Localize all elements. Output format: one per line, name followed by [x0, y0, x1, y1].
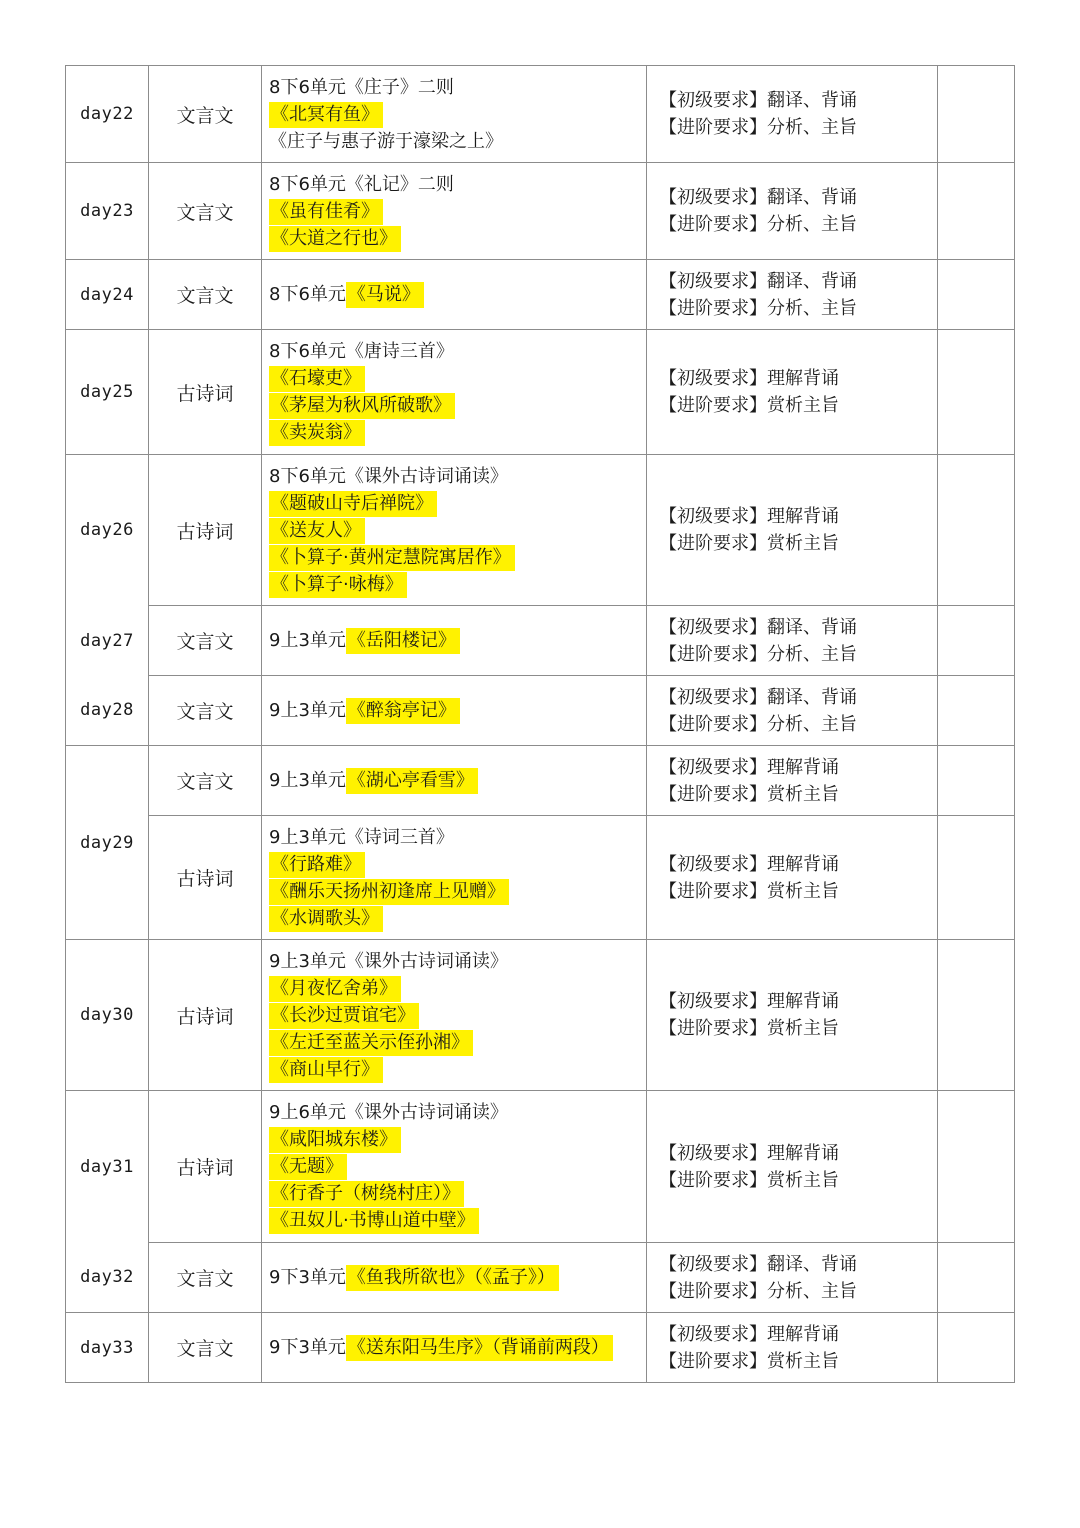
- highlighted-title: 《湖心亭看雪》: [346, 768, 478, 794]
- blank-cell: [938, 163, 1015, 260]
- requirement-cell: [647, 676, 938, 746]
- highlighted-title: 《长沙过贾谊宅》: [269, 1003, 419, 1029]
- requirement-cell: [647, 260, 938, 330]
- unit-text: 9下3单元: [269, 1267, 346, 1288]
- highlighted-title: 《石壕吏》: [269, 366, 365, 392]
- unit-text: 9上3单元: [269, 630, 346, 651]
- highlighted-title: 《行香子（树绕村庄）》: [269, 1181, 464, 1207]
- day-cell: day30: [66, 940, 149, 1091]
- day-cell: day27: [66, 606, 149, 676]
- unit-text: 8下6单元《唐诗三首》: [269, 341, 454, 362]
- highlighted-title: 《题破山寺后禅院》: [269, 491, 437, 517]
- content-cell: [262, 66, 647, 163]
- table-row: [66, 455, 1015, 606]
- advanced-requirement: 【进阶要求】赏析主旨: [659, 783, 839, 805]
- unit-text: 8下6单元《礼记》二则: [269, 173, 454, 195]
- unit-text: 8下6单元: [269, 284, 346, 305]
- basic-requirement: 【初级要求】理解背诵: [659, 991, 839, 1012]
- basic-requirement: 【初级要求】理解背诵: [659, 368, 839, 389]
- unit-text: 9下3单元: [269, 1337, 346, 1358]
- day-cell: day24: [66, 260, 149, 330]
- day-cell: day32: [66, 1243, 149, 1313]
- title-text: 《庄子与惠子游于濠梁之上》: [269, 130, 503, 152]
- highlighted-title: 《卜算子·黄州定慧院寓居作》: [269, 545, 515, 571]
- day-cell: day22: [66, 66, 149, 163]
- blank-cell: [938, 66, 1015, 163]
- highlighted-title: 《卖炭翁》: [269, 420, 365, 446]
- highlighted-title: 《水调歌头》: [269, 906, 383, 932]
- table-row: [66, 260, 1015, 330]
- requirement-cell: [647, 455, 938, 606]
- table-row: [66, 746, 1015, 816]
- unit-text: 9上3单元: [269, 700, 346, 721]
- content-cell: [262, 676, 647, 746]
- highlighted-title: 《送友人》: [269, 518, 365, 544]
- unit-text: 9上3单元《诗词三首》: [269, 826, 454, 848]
- content-cell: [262, 330, 647, 455]
- table-row: [66, 163, 1015, 260]
- highlighted-title: 《送东阳马生序》（背诵前两段）: [346, 1335, 613, 1361]
- requirement-cell: [647, 816, 938, 940]
- day-cell: day23: [66, 163, 149, 260]
- requirement-cell: [647, 940, 938, 1091]
- requirement-cell: [647, 1091, 938, 1243]
- highlighted-title: 《鱼我所欲也》（《孟子》）: [346, 1265, 559, 1291]
- blank-cell: [938, 260, 1015, 330]
- day-cell: day25: [66, 330, 149, 455]
- blank-cell: [938, 816, 1015, 940]
- requirement-cell: [647, 163, 938, 260]
- highlighted-title: 《北冥有鱼》: [269, 102, 383, 128]
- type-cell: 古诗词: [149, 330, 262, 455]
- highlighted-title: 《大道之行也》: [269, 226, 401, 252]
- blank-cell: [938, 746, 1015, 816]
- content-cell: [262, 606, 647, 676]
- highlighted-title: 《醉翁亭记》: [346, 698, 460, 724]
- type-cell: 文言文: [149, 676, 262, 746]
- highlighted-title: 《商山早行》: [269, 1057, 383, 1083]
- advanced-requirement: 【进阶要求】分析、主旨: [659, 643, 857, 665]
- table-row: [66, 1243, 1015, 1313]
- table-row: [66, 66, 1015, 163]
- table-row: [66, 606, 1015, 676]
- type-cell: 文言文: [149, 66, 262, 163]
- content-cell: [262, 1243, 647, 1313]
- content-cell: [262, 455, 647, 606]
- highlighted-title: 《马说》: [346, 282, 424, 308]
- blank-cell: [938, 676, 1015, 746]
- advanced-requirement: 【进阶要求】赏析主旨: [659, 1169, 839, 1191]
- highlighted-title: 《无题》: [269, 1154, 347, 1180]
- advanced-requirement: 【进阶要求】赏析主旨: [659, 1350, 839, 1372]
- advanced-requirement: 【进阶要求】分析、主旨: [659, 713, 857, 735]
- content-cell: [262, 940, 647, 1091]
- table-row: [66, 330, 1015, 455]
- unit-text: 9上3单元: [269, 770, 346, 791]
- highlighted-title: 《左迁至蓝关示侄孙湘》: [269, 1030, 473, 1056]
- unit-text: 9上3单元《课外古诗词诵读》: [269, 950, 508, 972]
- requirement-cell: [647, 66, 938, 163]
- blank-cell: [938, 1243, 1015, 1313]
- unit-text: 8下6单元《庄子》二则: [269, 76, 454, 98]
- basic-requirement: 【初级要求】理解背诵: [659, 506, 839, 527]
- table-row: [66, 1091, 1015, 1243]
- basic-requirement: 【初级要求】翻译、背诵: [659, 686, 857, 708]
- advanced-requirement: 【进阶要求】赏析主旨: [659, 395, 839, 416]
- blank-cell: [938, 330, 1015, 455]
- study-plan-table: [65, 65, 1015, 1383]
- content-cell: [262, 163, 647, 260]
- highlighted-title: 《虽有佳肴》: [269, 199, 383, 225]
- type-cell: 文言文: [149, 163, 262, 260]
- unit-text: 9上6单元《课外古诗词诵读》: [269, 1102, 508, 1123]
- day-cell: day31: [66, 1091, 149, 1243]
- type-cell: 古诗词: [149, 455, 262, 606]
- highlighted-title: 《茅屋为秋风所破歌》: [269, 393, 455, 419]
- blank-cell: [938, 455, 1015, 606]
- basic-requirement: 【初级要求】理解背诵: [659, 756, 839, 778]
- requirement-cell: [647, 1313, 938, 1383]
- requirement-cell: [647, 1243, 938, 1313]
- advanced-requirement: 【进阶要求】分析、主旨: [659, 214, 857, 235]
- requirement-cell: [647, 606, 938, 676]
- highlighted-title: 《卜算子·咏梅》: [269, 572, 407, 598]
- advanced-requirement: 【进阶要求】分析、主旨: [659, 297, 857, 319]
- blank-cell: [938, 606, 1015, 676]
- basic-requirement: 【初级要求】理解背诵: [659, 853, 839, 875]
- table-row: [66, 1313, 1015, 1383]
- blank-cell: [938, 1091, 1015, 1243]
- highlighted-title: 《酬乐天扬州初逢席上见赠》: [269, 879, 509, 905]
- highlighted-title: 《咸阳城东楼》: [269, 1127, 401, 1153]
- requirement-cell: [647, 330, 938, 455]
- requirement-cell: [647, 746, 938, 816]
- highlighted-title: 《丑奴儿·书博山道中壁》: [269, 1208, 479, 1234]
- basic-requirement: 【初级要求】翻译、背诵: [659, 1253, 857, 1275]
- type-cell: 文言文: [149, 1313, 262, 1383]
- unit-text: 8下6单元《课外古诗词诵读》: [269, 465, 508, 487]
- table-row: [66, 676, 1015, 746]
- advanced-requirement: 【进阶要求】赏析主旨: [659, 533, 839, 554]
- basic-requirement: 【初级要求】理解背诵: [659, 1142, 839, 1164]
- type-cell: 古诗词: [149, 1091, 262, 1243]
- table-row: [66, 816, 1015, 940]
- type-cell: 文言文: [149, 260, 262, 330]
- content-cell: [262, 746, 647, 816]
- day-cell: day28: [66, 676, 149, 746]
- highlighted-title: 《行路难》: [269, 852, 365, 878]
- type-cell: 文言文: [149, 606, 262, 676]
- basic-requirement: 【初级要求】翻译、背诵: [659, 270, 857, 292]
- basic-requirement: 【初级要求】理解背诵: [659, 1323, 839, 1345]
- type-cell: 古诗词: [149, 816, 262, 940]
- basic-requirement: 【初级要求】翻译、背诵: [659, 616, 857, 638]
- highlighted-title: 《岳阳楼记》: [346, 628, 460, 654]
- advanced-requirement: 【进阶要求】赏析主旨: [659, 880, 839, 902]
- advanced-requirement: 【进阶要求】赏析主旨: [659, 1018, 839, 1039]
- content-cell: [262, 1091, 647, 1243]
- content-cell: [262, 1313, 647, 1383]
- advanced-requirement: 【进阶要求】分析、主旨: [659, 117, 857, 138]
- blank-cell: [938, 1313, 1015, 1383]
- advanced-requirement: 【进阶要求】分析、主旨: [659, 1280, 857, 1302]
- highlighted-title: 《月夜忆舍弟》: [269, 976, 401, 1002]
- basic-requirement: 【初级要求】翻译、背诵: [659, 90, 857, 111]
- type-cell: 古诗词: [149, 940, 262, 1091]
- blank-cell: [938, 940, 1015, 1091]
- day-cell: day33: [66, 1313, 149, 1383]
- day-cell: day26: [66, 455, 149, 606]
- content-cell: [262, 816, 647, 940]
- content-cell: [262, 260, 647, 330]
- type-cell: 文言文: [149, 746, 262, 816]
- basic-requirement: 【初级要求】翻译、背诵: [659, 187, 857, 208]
- day-cell: day29: [66, 746, 149, 940]
- table-row: [66, 940, 1015, 1091]
- type-cell: 文言文: [149, 1243, 262, 1313]
